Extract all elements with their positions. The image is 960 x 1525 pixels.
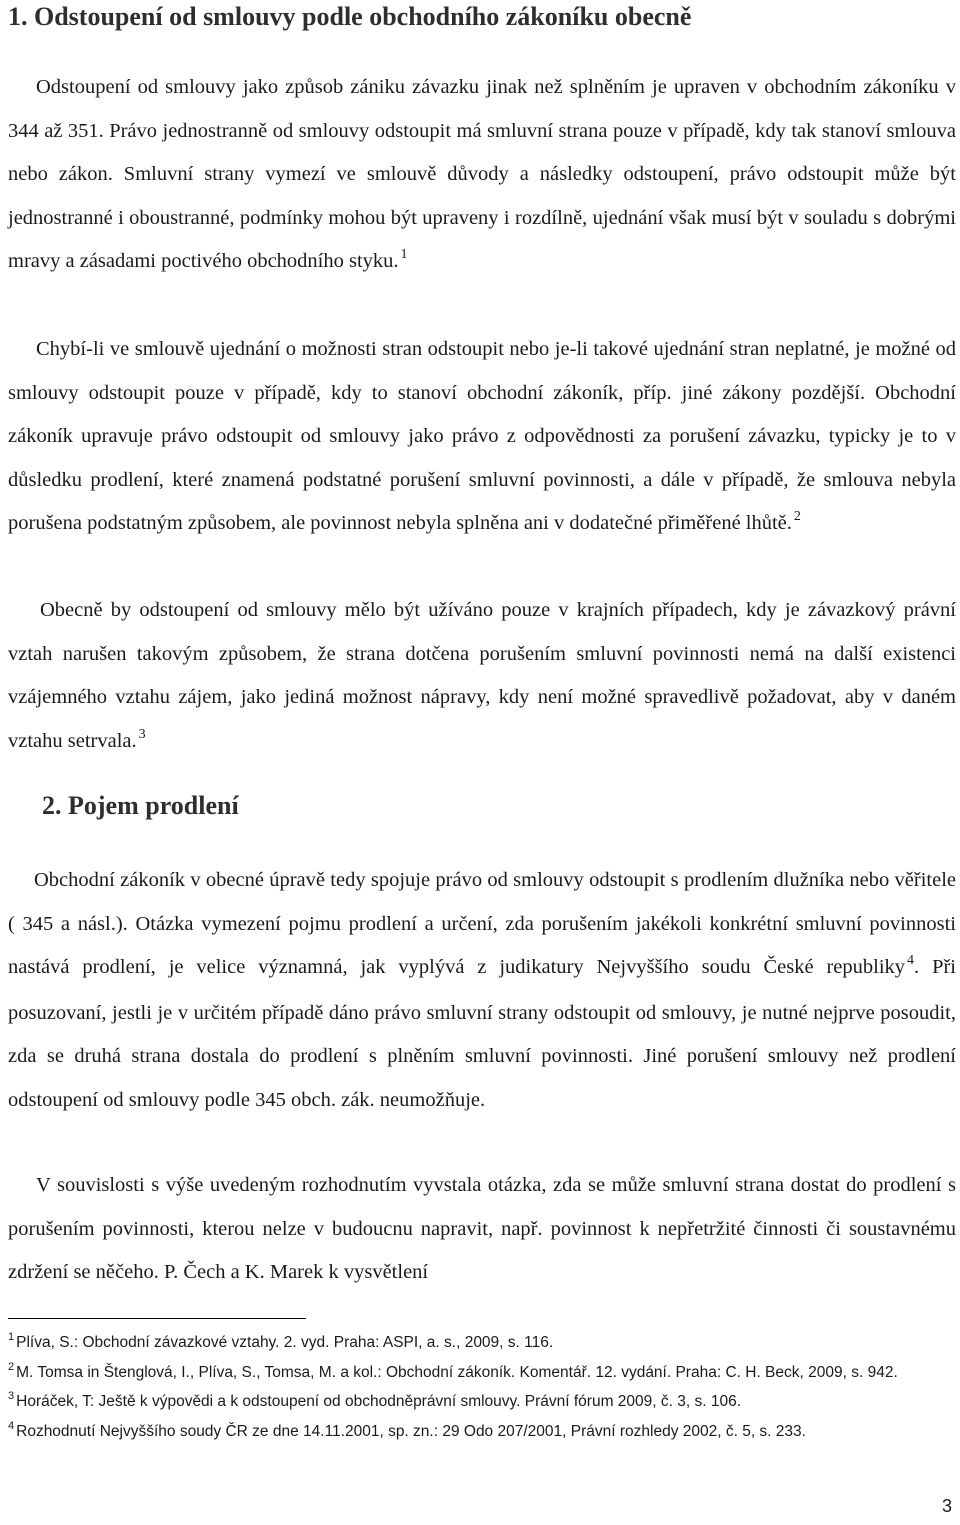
paragraph-text: Obchodní zákoník v obecné úpravě tedy spojuje právo od smlouvy odstoupit s prodlením dlužníka nebo věřitele ( 345 a násl.). Otázka vymezení pojmu prodlení a určení, zda porušením jakékoli konkrétní smluvní povinnosti nastává prodlení, je velice významná, jak vyplývá z judikatury Nejvyššího soudu České republiky (8, 869, 956, 979)
page-number: 3 (941, 1496, 952, 1516)
paragraph-text: V souvislosti s výše uvedeným rozhodnutím vyvstala otázka, zda se může smluvní strana dostat do prodlení s porušením povinnosti, kterou nelze v budoucnu napravit, např. povinnost k nepřetržité činnosti či soustavnému zdržení se něčeho. P. Čech a K. Marek k vysvětlení (8, 1174, 956, 1284)
section-2-paragraph-2 (8, 1164, 956, 1295)
footnote (8, 1415, 928, 1445)
section-1-heading: 1. Odstoupení od smlouvy podle obchodního zákoníku obecně (8, 2, 692, 31)
footnote-reference: 2 (793, 509, 801, 525)
footnote-number: 4 (8, 1419, 15, 1432)
footnote-text: Rozhodnutí Nejvyššího soudy ČR ze dne 14.11.2001, sp. zn.: 29 Odo 207/2001, Právní rozhledy 2002, č. 5, s. 233. (16, 1423, 806, 1441)
footnote-separator (8, 1318, 306, 1319)
paragraph-text: Obecně by odstoupení od smlouvy mělo být užíváno pouze v krajních případech, kdy je závazkový právní vztah narušen takovým způsobem, že strana dotčena porušením smluvní povinnosti nemá na další existenci vzájemného vztahu zájem, jako jediná možnost nápravy, kdy není možné spravedlivě požadovat, aby v daném vztahu setrvala. (8, 599, 956, 752)
footnote (8, 1356, 928, 1386)
footnote-text: Plíva, S.: Obchodní závazkové vztahy. 2. vyd. Praha: ASPI, a. s., 2009, s. 116. (16, 1334, 554, 1352)
footnote-text: M. Tomsa in Štenglová, I., Plíva, S., Tomsa, M. a kol.: Obchodní zákoník. Komentář. 12. vydání. Praha: C. H. Beck, 2009, s. 942. (16, 1363, 898, 1381)
footnote-number: 3 (8, 1390, 15, 1403)
footnote-reference: 3 (138, 726, 146, 742)
section-1-paragraph-1 (8, 66, 956, 286)
paragraph-text: Odstoupení od smlouvy jako způsob zániku závazku jinak než splněním je upraven v obchodním zákoníku v 344 až 351. Právo jednostranně od smlouvy odstoupit má smluvní strana pouze v případě, kdy tak stanoví smlouva nebo zákon. Smluvní strany vymezí ve smlouvě důvody a následky odstoupení, právo odstoupit může být jednostranné i oboustranné, podmínky mohou být upraveny i rozdílně, ujednání však musí být v souladu s dobrými mravy a zásadami poctivého obchodního styku. (8, 76, 956, 273)
footnote-reference: 1 (400, 247, 408, 263)
footnote-number: 2 (8, 1360, 15, 1373)
section-2-heading: 2. Pojem prodlení (42, 791, 239, 820)
paragraph-text: Chybí-li ve smlouvě ujednání o možnosti stran odstoupit nebo je-li takové ujednání stran neplatné, je možné od smlouvy odstoupit pouze v případě, kdy to stanoví obchodní zákoník, příp. jiné zákony pozdější. Obchodní zákoník upravuje právo odstoupit od smlouvy jako právo z odpovědnosti za porušení závazku, typicky je to v důsledku prodlení, které znamená podstatné porušení smluvní povinnosti, a dále v případě, že smlouva nebyla porušena podstatným způsobem, ale povinnost nebyla splněna ani v dodatečné přiměřené lhůtě. (8, 338, 956, 535)
footnote (8, 1385, 928, 1415)
section-1-paragraph-2 (8, 328, 956, 548)
section-1-paragraph-3 (8, 589, 956, 765)
section-2-paragraph-1 (8, 859, 956, 1123)
footnote-number: 1 (8, 1331, 15, 1343)
footnote-text: Horáček, T: Ještě k výpovědi a k odstoupení od obchodněprávní smlouvy. Právní fórum 2009, č. 3, s. 106. (16, 1393, 742, 1411)
footnotes (8, 1326, 928, 1445)
paragraph-text-continued: . Při posuzovaní, jestli je v určitém případě dáno právo smluvní strany odstoupit od smlouvy, je nutné nejprve posoudit, zda se druhá strana dostala do prodlení s plněním smluvní povinnosti. Jiné porušení smlouvy než prodlení odstoupení od smlouvy podle 345 obch. zák. neumožňuje. (8, 956, 956, 1111)
footnote (8, 1326, 928, 1356)
footnote-reference: 4 (907, 953, 915, 969)
